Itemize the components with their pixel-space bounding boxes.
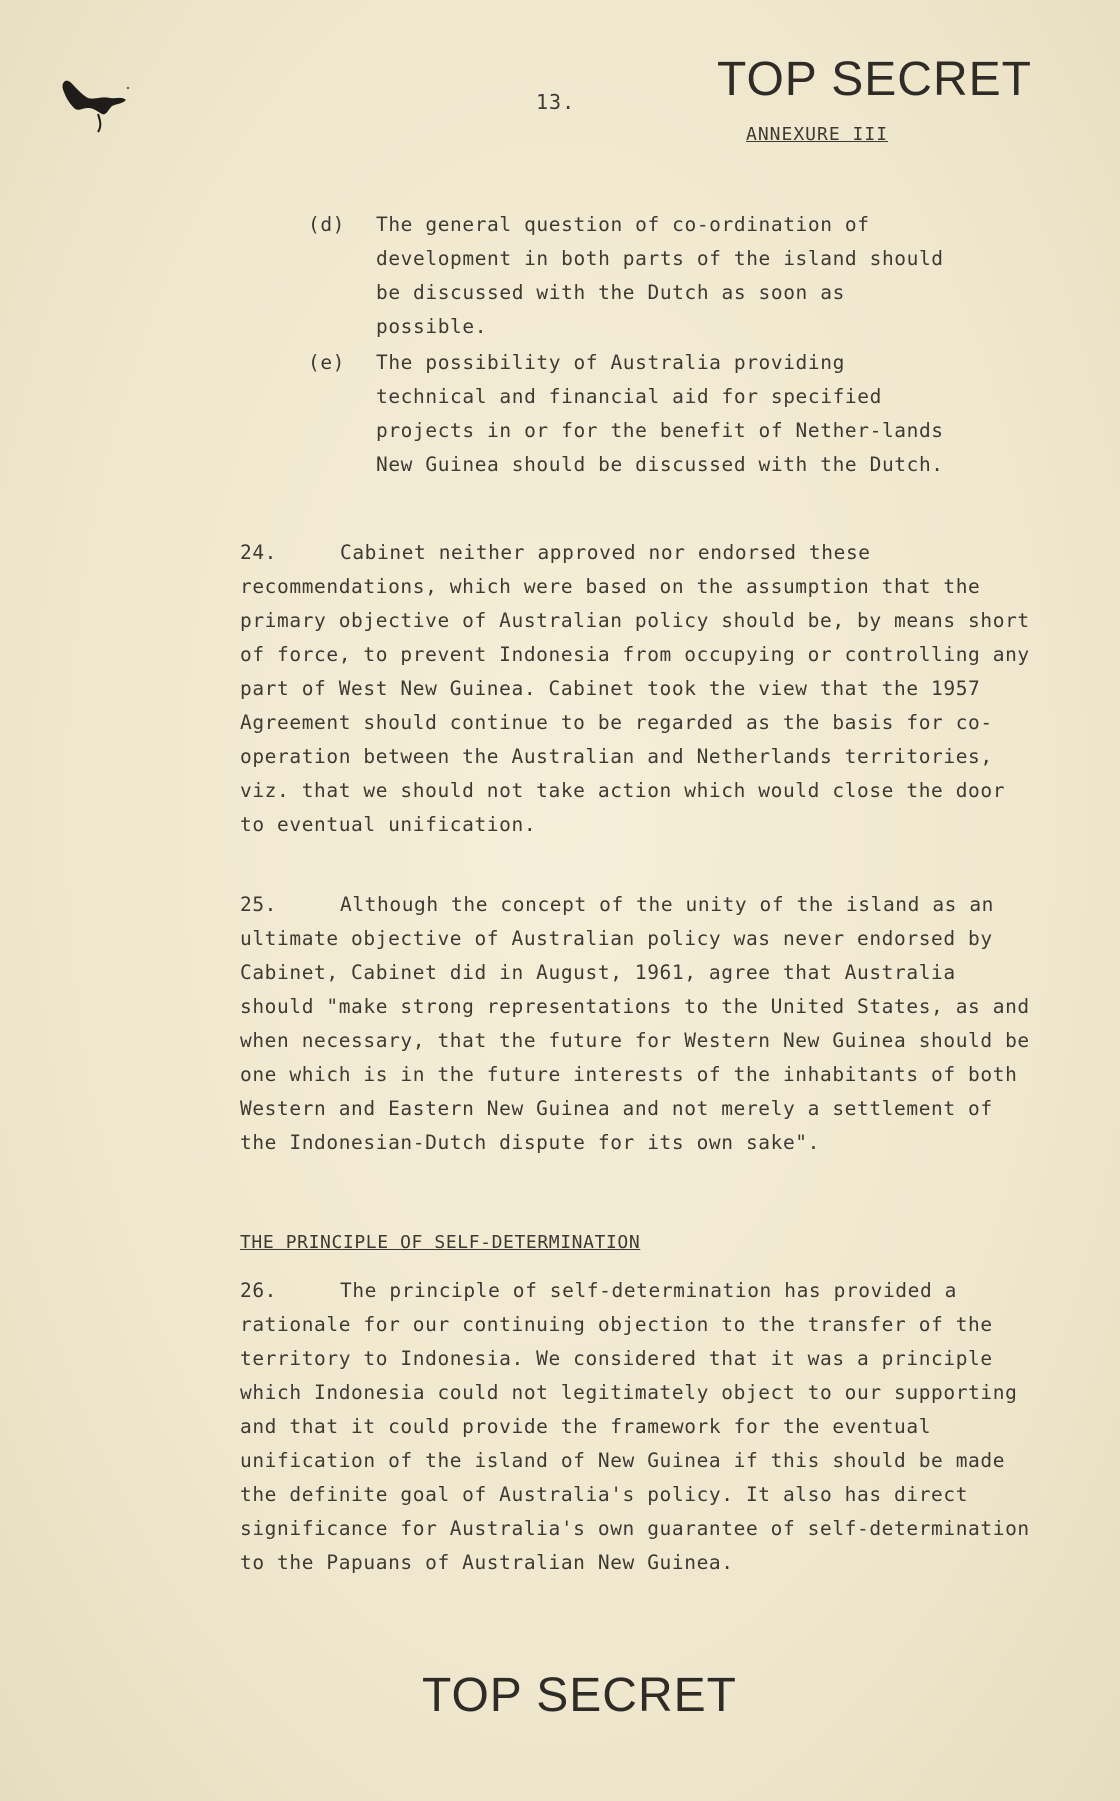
paragraph-24 [240,536,1040,842]
paragraph-number: 26. [240,1279,278,1302]
list-item-text: The general question of co-ordination of development in both parts of the island should be discussed with the Dutch as soon as possible. [376,213,944,338]
page-number: 13. [536,90,576,114]
paragraph-number: 25. [240,893,278,916]
section-heading: THE PRINCIPLE OF SELF-DETERMINATION [240,1232,641,1253]
paragraph-number: 24. [240,541,278,564]
ink-blot-icon [58,74,130,136]
paragraph-text: The principle of self-determination has provided a rationale for our continuing objection to the transfer of the territory to Indonesia. We considered that it was a principle which Indonesia could not legitimately object to our supporting and that it could provide the framework for the eventual unification of the island of New Guinea if this should be made the definite goal of Australia's policy. It also has direct significance for Australia's own guarantee of self-determination to the Papuans of Australian New Guinea. [240,1279,1030,1574]
list-item-text: The possibility of Australia providing technical and financial aid for specified projects in or for the benefit of Nether-lands New Guinea should be discussed with the Dutch. [376,351,944,476]
paragraph-26 [240,1274,1040,1580]
annexure-label: ANNEXURE III [746,124,889,145]
classification-top: TOP SECRET [717,53,1032,106]
list-item-label: (e) [308,351,346,374]
paragraph-text: Cabinet neither approved nor endorsed these recommendations, which were based on the assumption that the primary objective of Australian policy should be, by means short of force, to prevent Indonesia from occupying or controlling any part of West New Guinea. Cabinet took the view that the 1957 Agreement should continue to be regarded as the basis for co-operation between the Australian and Netherlands territories, viz. that we should not take action which would close the door to eventual unification. [240,541,1030,836]
paragraph-25 [240,888,1040,1160]
paragraph-text: Although the concept of the unity of the island as an ultimate objective of Australian policy was never endorsed by Cabinet, Cabinet did in August, 1961, agree that Australia should "make strong representations to the United States, as and when necessary, that the future for Western New Guinea should be one which is in the future interests of the inhabitants of both Western and Eastern New Guinea and not merely a settlement of the Indonesian-Dutch dispute for its own sake". [240,893,1030,1154]
classification-bottom: TOP SECRET [422,1669,737,1722]
list-item-label: (d) [308,213,346,236]
